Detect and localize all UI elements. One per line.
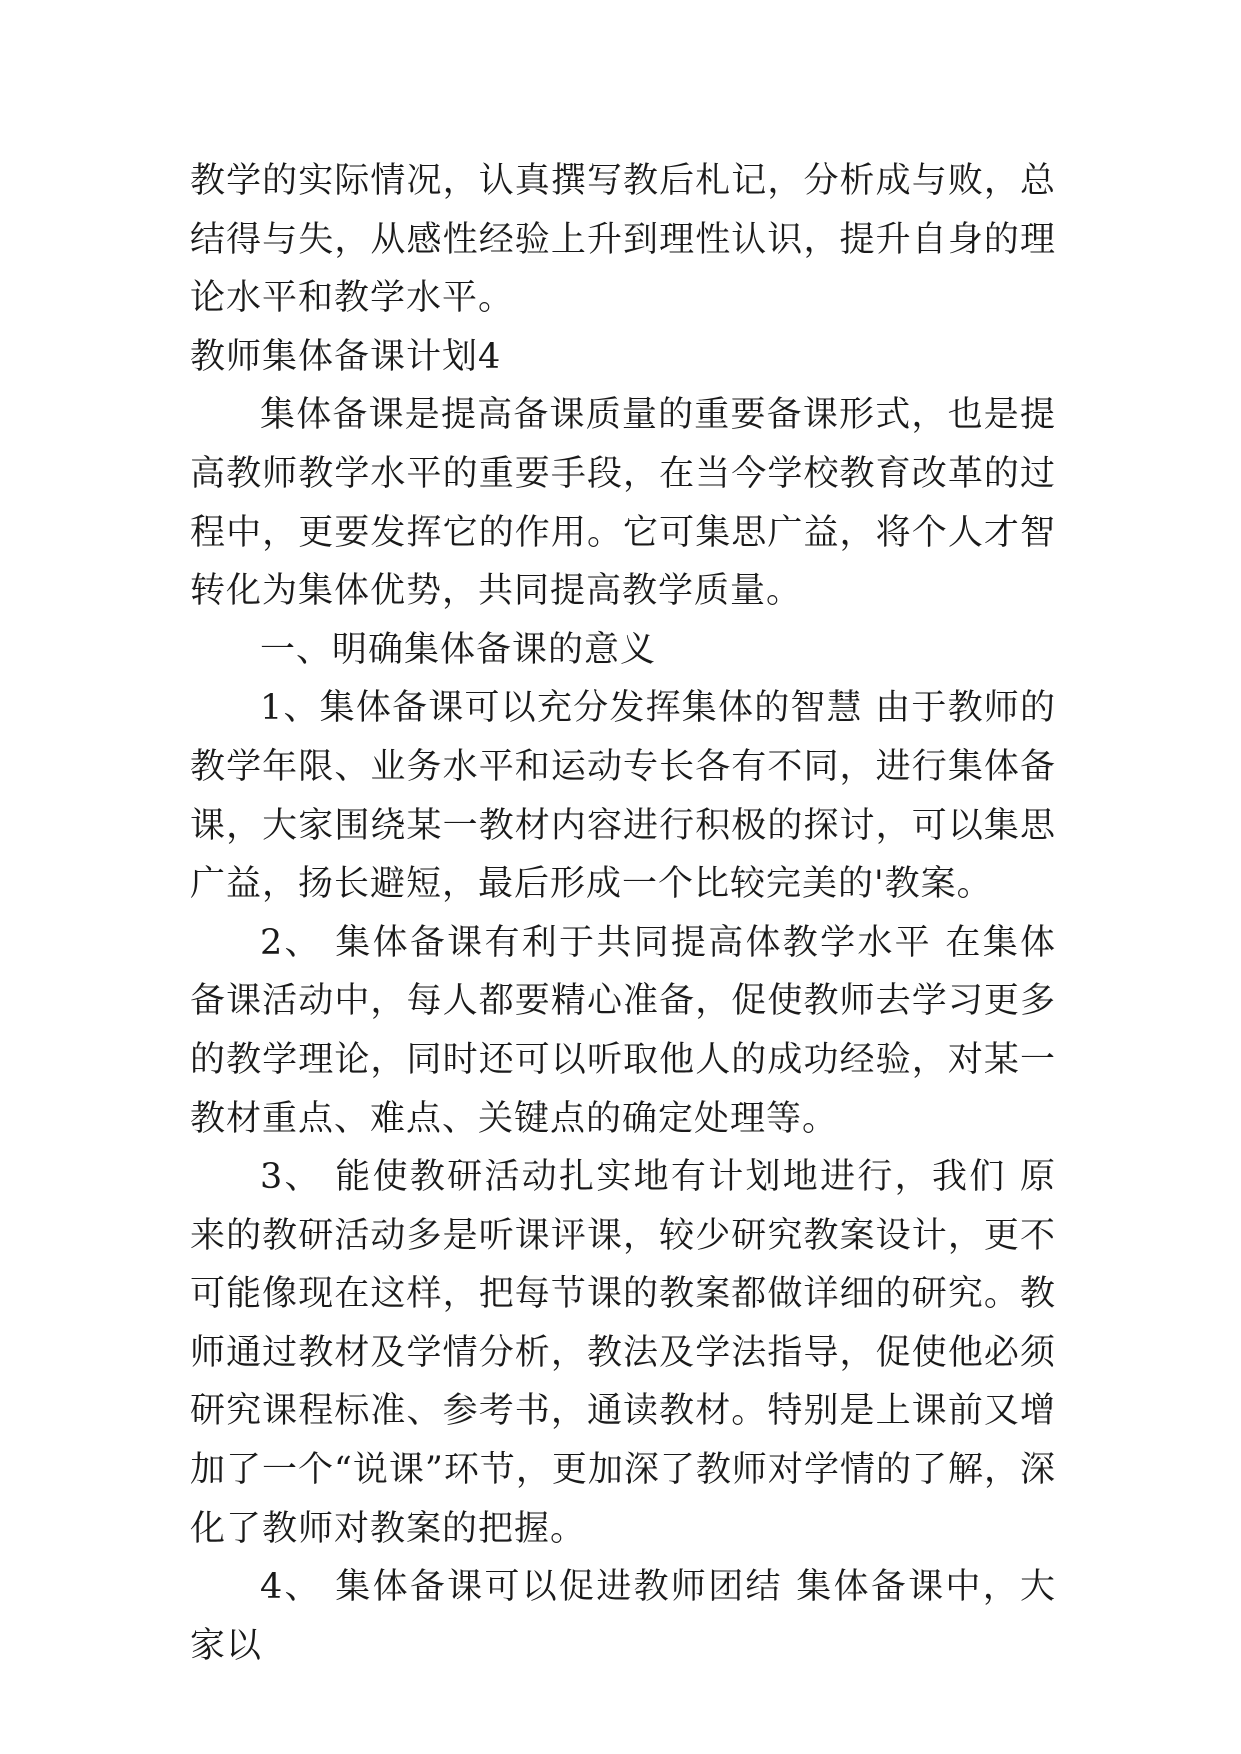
subheading: 一、明确集体备课的意义 xyxy=(260,629,657,670)
paragraph: 2、 集体备课有利于共同提高体教学水平 在集体备课活动中，每人都要精心准备，促使教师去学习更多的教学理论，同时还可以听取他人的成功经验，对某一教材重点、难点、关键点的确定处理等。 xyxy=(190,922,1056,1139)
document-body xyxy=(190,152,1056,1675)
paragraph: 4、 集体备课可以促进教师团结 集体备课中，大家以 xyxy=(190,1567,1056,1666)
paragraph: 1、集体备课可以充分发挥集体的智慧 由于教师的教学年限、业务水平和运动专长各有不同，进行集体备课，大家围绕某一教材内容进行积极的探讨，可以集思广益，扬长避短，最后形成一个比较完美的'教案。 xyxy=(190,688,1056,905)
paragraph: 集体备课是提高备课质量的重要备课形式，也是提高教师教学水平的重要手段，在当今学校教育改革的过程中，更要发挥它的作用。它可集思广益，将个人才智转化为集体优势，共同提高教学质量。 xyxy=(190,395,1056,612)
section-heading: 教师集体备课计划4 xyxy=(190,336,502,377)
paragraph: 3、 能使教研活动扎实地有计划地进行，我们 原来的教研活动多是听课评课，较少研究教案设计，更不可能像现在这样，把每节课的教案都做详细的研究。教师通过教材及学情分析，教法及学法指导，促使他必须研究课程标准、参考书，通读教材。特别是上课前又增加了一个“说课”环节，更加深了教师对学情的了解，深化了教师对教案的把握。 xyxy=(190,1157,1056,1549)
paragraph: 教学的实际情况，认真撰写教后札记，分析成与败，总结得与失，从感性经验上升到理性认识，提升自身的理论水平和教学水平。 xyxy=(190,161,1056,319)
